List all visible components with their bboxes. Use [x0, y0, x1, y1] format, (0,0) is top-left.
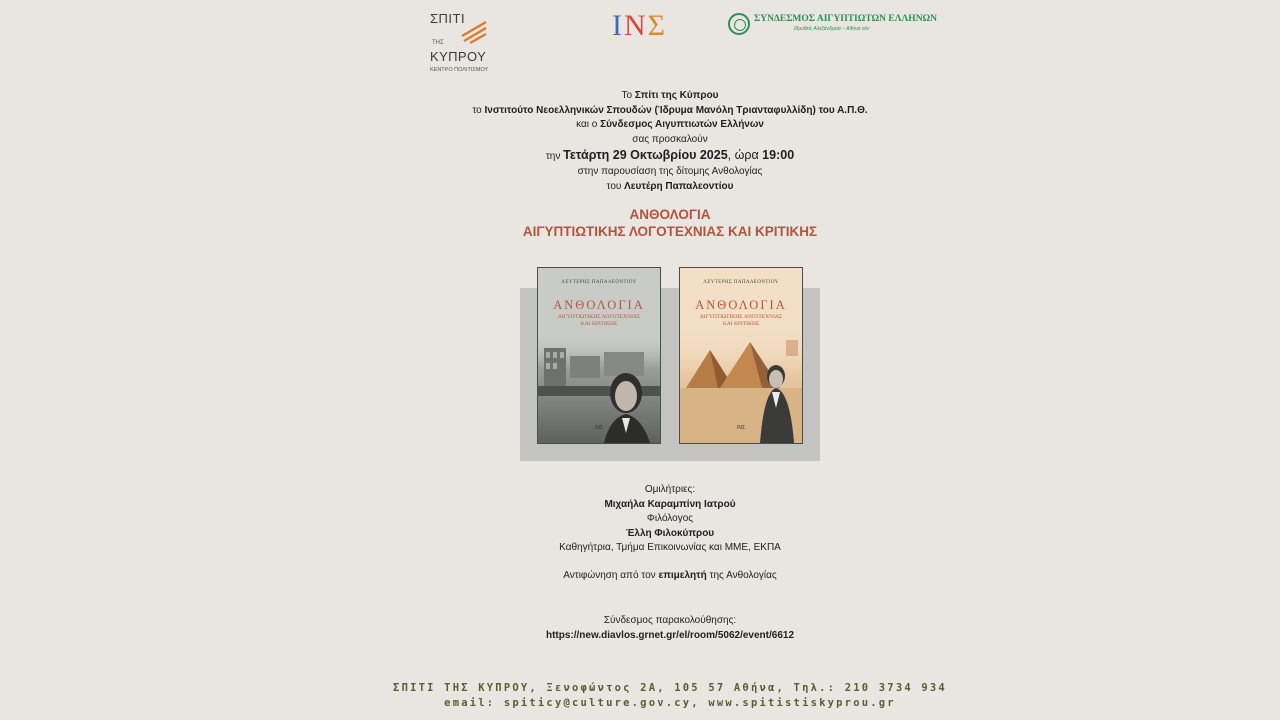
- book-1-title: ΑΝΘΟΛΟΓΙΑ: [553, 298, 645, 312]
- footer-contact[interactable]: email: spiticy@culture.gov.cy, www.spitistiskyprou.gr: [444, 697, 896, 709]
- book-1-publisher: ΙΝΣ: [594, 425, 604, 431]
- invitation-presentation: στην παρουσίαση της δίτομης Ανθολογίας: [577, 166, 763, 177]
- ins-logo: [612, 10, 667, 42]
- book-2-subtitle-line-1: ΑΙΓΥΠΤΙΩΤΙΚΗΣ ΛΟΓΟΤΕΧΝΙΑΣ: [699, 314, 783, 320]
- speakers-block: [400, 483, 940, 556]
- footer-address: ΣΠΙΤΙ ΤΗΣ ΚΥΠΡΟΥ, Ξενοφώντος 2Α, 105 57 Αθήνα, Τηλ.: 210 3734 934: [393, 682, 947, 694]
- title-line-1: ΑΝΘΟΛΟΓΙΑ: [629, 207, 711, 222]
- date-prefix: την: [545, 151, 564, 162]
- stream-block: [400, 614, 940, 643]
- logo-kyprou-word: ΚΥΠΡΟΥ: [430, 49, 487, 64]
- stream-url[interactable]: [400, 629, 940, 644]
- host3-name: Σύνδεσμος Αιγυπτιωτών Ελλήνων: [600, 119, 764, 130]
- syndesmos-seal-icon: [728, 13, 750, 35]
- event-date: Τετάρτη 29 Οκτωβρίου 2025: [563, 148, 728, 162]
- host1-prefix: Το: [621, 90, 635, 101]
- author-prefix: του: [606, 180, 625, 192]
- speaker-1-role: Φιλόλογος: [646, 513, 694, 524]
- book-1-subtitle-line-1: ΑΙΓΥΠΤΙΩΤΙΚΗΣ ΛΟΓΟΤΕΧΝΙΑΣ: [557, 314, 641, 320]
- invitation-datetime: [400, 147, 940, 165]
- invitation-host-3: [400, 118, 940, 133]
- speaker-1-name-text: Μιχαήλα Καραμπίνη Ιατρού: [604, 498, 736, 510]
- speaker-1-name: [400, 498, 940, 513]
- logo-spiti-subtitle: ΚΕΝΤΡΟ ΠΟΛΙΤΙΣΜΟΥ: [430, 67, 489, 73]
- book-2-title: ΑΝΘΟΛΟΓΙΑ: [695, 298, 787, 312]
- book-2-subtitle-line-2: ΚΑΙ ΚΡΙΤΙΚΗΣ: [722, 321, 760, 327]
- book-2-cover-photo: [680, 268, 802, 443]
- reply-suffix: της Ανθολογίας: [706, 570, 777, 581]
- invitation-invite: σας προσκαλούν: [632, 133, 708, 145]
- time-prefix: , ώρα: [727, 148, 763, 162]
- stream-label: Σύνδεσμος παρακολούθησης:: [603, 615, 737, 626]
- spiti-stripes-icon: [460, 18, 488, 44]
- invitation-author: [400, 180, 940, 195]
- syndesmos-subtitle: Ιδρυθείς Αλεξάνδρεια – Αθήνα νῦν: [794, 26, 870, 32]
- syndesmos-logo: [728, 13, 938, 39]
- host2-name: Ινστιτούτο Νεοελληνικών Σπουδών (Ίδρυμα Μανόλη Τριανταφυλλίδη) του Α.Π.Θ.: [484, 104, 868, 116]
- anthology-title: [400, 206, 940, 240]
- invitation-block: [400, 89, 940, 194]
- book-1-subtitle: [538, 314, 660, 328]
- syndesmos-name: ΣΥΝΔΕΣΜΟΣ ΑΙΓΥΠΤΙΩΤΩΝ ΕΛΛΗΝΩΝ: [754, 14, 938, 24]
- ins-letter-3: Σ: [647, 9, 668, 42]
- speaker-2-name-text: Έλλη Φιλοκύπρου: [625, 527, 715, 539]
- book-cover-volume-1: [537, 267, 661, 444]
- ins-letter-1: Ι: [612, 9, 624, 42]
- speaker-2-role: Καθηγήτρια, Τμήμα Επικοινωνίας και ΜΜΕ, ΕΚΠΑ: [559, 542, 781, 553]
- logo-tis-word: ΤΗΣ: [432, 40, 444, 46]
- logo-spiti-word: ΣΠΙΤΙ: [430, 11, 466, 26]
- book-1-author: ΛΕΥΤΕΡΗΣ ΠΑΠΑΛΕΟΝΤΙΟΥ: [561, 280, 637, 285]
- reply-bold: επιμελητή: [658, 570, 707, 581]
- speakers-heading: Ομιλήτριες:: [644, 484, 696, 495]
- reply-prefix: Αντιφώνηση από τον: [563, 570, 659, 581]
- author-name: Λευτέρη Παπαλεοντίου: [624, 180, 734, 192]
- host1-name: Σπίτι της Κύπρου: [634, 90, 719, 101]
- host3-prefix: και ο: [576, 119, 601, 130]
- title-line-2: ΑΙΓΥΠΤΙΩΤΙΚΗΣ ΛΟΓΟΤΕΧΝΙΑΣ ΚΑΙ ΚΡΙΤΙΚΗΣ: [522, 224, 818, 239]
- book-2-subtitle: [680, 314, 802, 328]
- invitation-host-1: [400, 89, 940, 104]
- reply-line: [400, 569, 940, 584]
- event-time: 19:00: [762, 148, 795, 162]
- speaker-2-name: [400, 527, 940, 542]
- stream-url-text[interactable]: https://new.diavlos.grnet.gr/el/room/5062/event/6612: [545, 629, 795, 641]
- book-1-subtitle-line-2: ΚΑΙ ΚΡΙΤΙΚΗΣ: [580, 321, 618, 327]
- book-1-cover-photo: [538, 268, 660, 443]
- book-cover-volume-2: [679, 267, 803, 444]
- ins-letter-2: Ν: [624, 9, 648, 42]
- host2-prefix: το: [472, 104, 485, 116]
- spiti-tis-kyprou-logo: [430, 11, 500, 73]
- book-2-author: ΛΕΥΤΕΡΗΣ ΠΑΠΑΛΕΟΝΤΙΟΥ: [703, 280, 779, 285]
- book-2-publisher: ΙΝΣ: [736, 425, 746, 431]
- invitation-host-2: [400, 104, 940, 119]
